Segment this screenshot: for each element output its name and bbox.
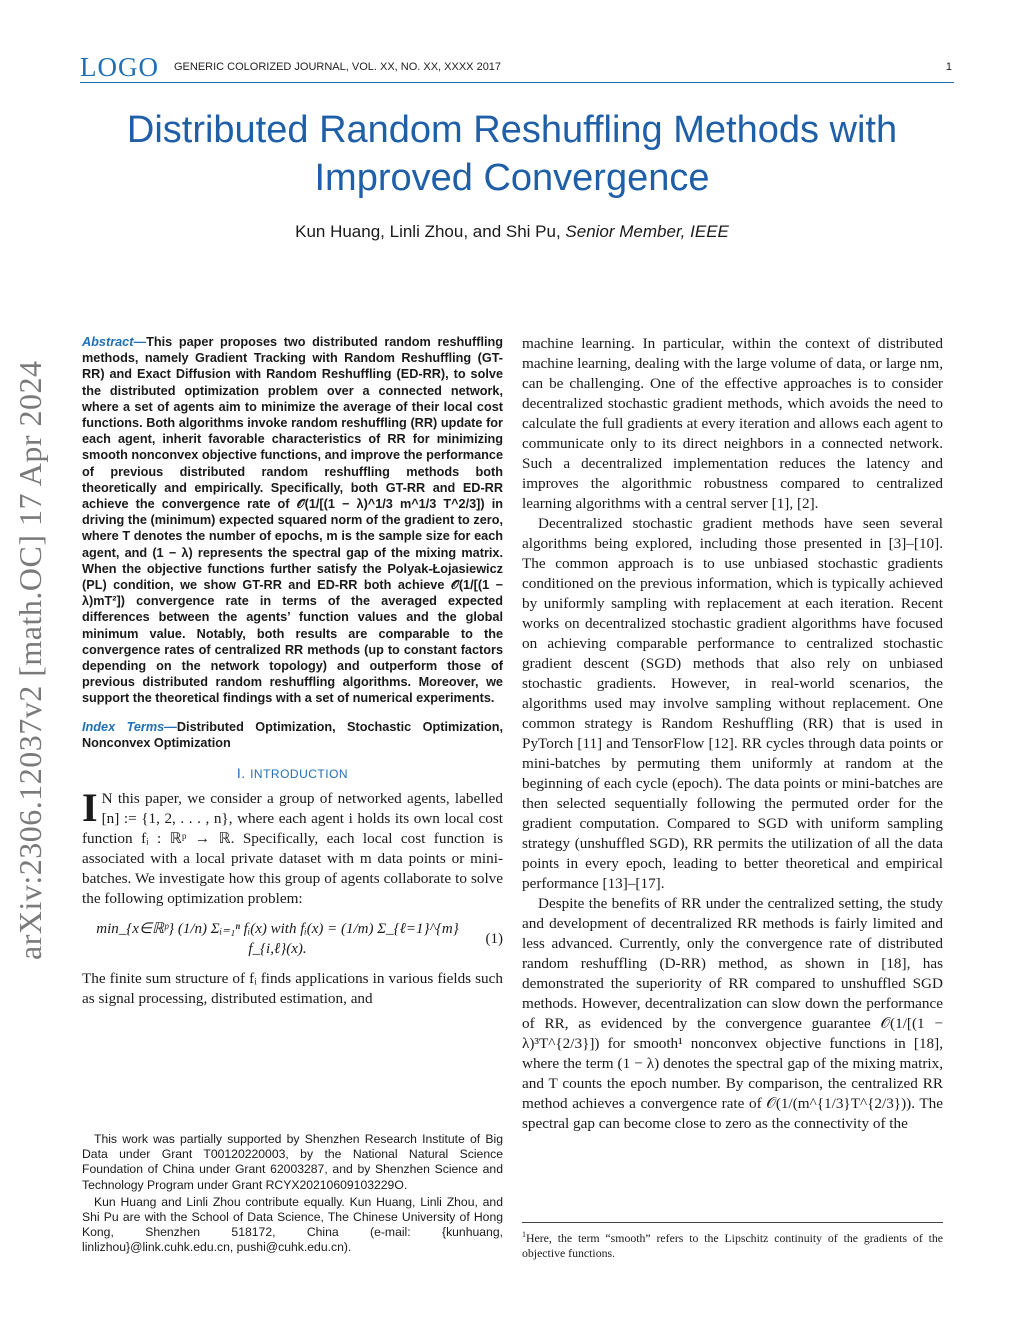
right-column [522, 334, 943, 1134]
footnote-index: 1 [522, 1230, 526, 1239]
abstract-text: This paper proposes two distributed random reshuffling methods, namely Gradient Tracking with Random Reshuffling (GT-RR) and Exact Diffusion with Random Reshuffling (ED-RR), to solve the distributed optimization problem over a connected network, where a set of agents aim to minimize the average of their local cost functions. Both algorithms invoke random reshuffling (RR) update for each agent, inherit favorable characteristics of RR for minimizing smooth nonconvex objective functions, and improve the performance of previous distributed random reshuffling methods both theoretically and empirically. Specifically, both GT-RR and ED-RR achieve the convergence rate of 𝒪(1/[(1 − λ)^1/3 m^1/3 T^2/3]) in driving the (minimum) expected squared norm of the gradient to zero, where T denotes the number of epochs, m is the sample size for each agent, and (1 − λ) represents the spectral gap of the mixing matrix. When the objective functions further satisfy the Polyak-Łojasiewicz (PL) condition, we show GT-RR and ED-RR both achieve 𝒪(1/[(1 − λ)mT²]) convergence rate in terms of the averaged expected differences between the agents’ function values and the global minimum value. Notably, both results are comparable to the convergence rates of centralized RR methods (up to constant factors depending on the network topology) and outperform those of previous distributed random reshuffling algorithms. Moreover, we support the theoretical findings with a set of numerical experiments. [82, 335, 503, 706]
right-footnote [522, 1222, 943, 1261]
right-paragraph-2: Decentralized stochastic gradient methods have seen several algorithms being explored, including those presented in [3]–[10]. The common approach is to use unbiased stochastic gradients conditioned on the previous information, which is typically achieved by uniformly sampling with replacement at each iteration. Recent works on decentralized stochastic gradient algorithms have focused on achieving comparable performance to centralized stochastic gradient descent (SGD) methods that also rely on unbiased stochastic gradients. However, in real-world scenarios, the algorithms used may involve sampling without replacement. One common strategy is Random Reshuffling (RR) that is used in PyTorch [11] and TensorFlow [12]. RR cycles through data points or mini-batches by permuting them uniformly at random at the beginning of each cycle (epoch). The data points or mini-batches are then selected sequentially following the permuted order for the gradient computation. Compared to SGD with uniform sampling strategy (unshuffled SGD), RR permits the utilization of all the data points in every epoch, leading to better theoretical and empirical performance [13]–[17]. [522, 515, 943, 892]
right-paragraph-1: machine learning. In particular, within the context of distributed machine learning, dealing with the large volume of data, or large nm, can be challenging. One of the effective approaches is to consider decentralized stochastic gradient methods, which avoids the need to calculate the full gradients at every iteration and allows each agent to communicate only to its direct neighbors in a connected network. Such a decentralized implementation reduces the latency and improves the algorithmic robustness compared to centralized learning algorithms with a central server [1], [2]. [522, 335, 943, 512]
index-terms [82, 719, 503, 751]
drop-cap: I [82, 785, 98, 831]
index-terms-label: Index Terms— [82, 719, 177, 734]
section-heading [82, 765, 503, 781]
section-number: I. [236, 765, 246, 782]
abstract [82, 334, 503, 707]
abstract-label: Abstract— [82, 335, 147, 349]
author-role: Senior Member, IEEE [565, 222, 729, 241]
equation-1-formula: min_{x∈ℝᵖ} (1/n) Σᵢ₌₁ⁿ fᵢ(x) with fᵢ(x) = (1/m) Σ_{ℓ=1}^{m} f_{i,ℓ}(x). [96, 921, 459, 958]
equation-1-number: (1) [485, 931, 503, 948]
equation-1 [82, 917, 503, 961]
right-paragraph-3: Despite the benefits of RR under the centralized setting, the study and development of decentralized RR methods is fairly limited and less advanced. Currently, only the convergence rate of distributed random reshuffling (D-RR) method, as shown in [18], has demonstrated the superiority of RR compared to unshuffled SGD methods. However, decentralization can slow down the performance of RR, as evidenced by the convergence guarantee 𝒪(1/[(1 − λ)³T^{2/3}]) for smooth¹ nonconvex objective functions in [18], where the term (1 − λ) denotes the spectral gap of the mixing matrix, and T counts the epoch number. By comparison, the centralized RR method achieves a convergence rate of 𝒪(1/(m^{1/3}T^{2/3})). The spectral gap can become close to zero as the connectivity of the [522, 895, 943, 1132]
author-line [60, 222, 964, 242]
funding-footnote: This work was partially supported by Shenzhen Research Institute of Big Data under Grant T00120220003, by the National Natural Science Foundation of China under Grant 62003287, and by Shenzhen Science and Technology Program under Grant RCYX20210609103229O. [82, 1132, 503, 1192]
journal-logo: LOGO [80, 52, 159, 82]
index-terms-text: Distributed Optimization, Stochastic Optimization, Nonconvex Optimization [82, 719, 503, 750]
footnote-text: Here, the term “smooth” refers to the Lipschitz continuity of the gradients of the objective functions. [522, 1230, 943, 1260]
affiliation-footnote: Kun Huang and Linli Zhou contribute equally. Kun Huang, Linli Zhou, and Shi Pu are with the School of Data Science, The Chinese University of Hong Kong, Shenzhen 518172, China (e-mail: {kunhuang, linlizhou}@link.cuhk.edu.cn, pushi@cuhk.edu.cn). [82, 1194, 503, 1255]
journal-name: GENERIC COLORIZED JOURNAL, VOL. XX, NO. XX, XXXX 2017 [174, 61, 502, 73]
left-footnotes [82, 1132, 503, 1258]
left-column [82, 334, 503, 1009]
arxiv-stamp: arXiv:2306.12037v2 [math.OC] 17 Apr 2024 [12, 360, 48, 960]
intro-paragraph-1-text: N this paper, we consider a group of networked agents, labelled [n] := {1, 2, . . . , n}, where each agent i holds its own local cost function fᵢ : ℝᵖ → ℝ. Specifically, each local cost function is associated with a local private dataset with m data points or mini-batches. We investigate how this group of agents collaborate to solve the following optimization problem: [82, 790, 503, 908]
section-title: INTRODUCTION [250, 767, 349, 782]
paper-title: Distributed Random Reshuffling Methods with Improved Convergence [126, 109, 898, 199]
page-number: 1 [945, 61, 952, 73]
intro-paragraph-1 [82, 785, 503, 909]
intro-text [82, 785, 503, 1009]
author-names: Kun Huang, Linli Zhou, and Shi Pu, [295, 222, 566, 241]
intro-paragraph-2: The finite sum structure of fᵢ finds applications in various fields such as signal processing, distributed estimation, and [82, 970, 503, 1008]
page-header [80, 52, 954, 83]
